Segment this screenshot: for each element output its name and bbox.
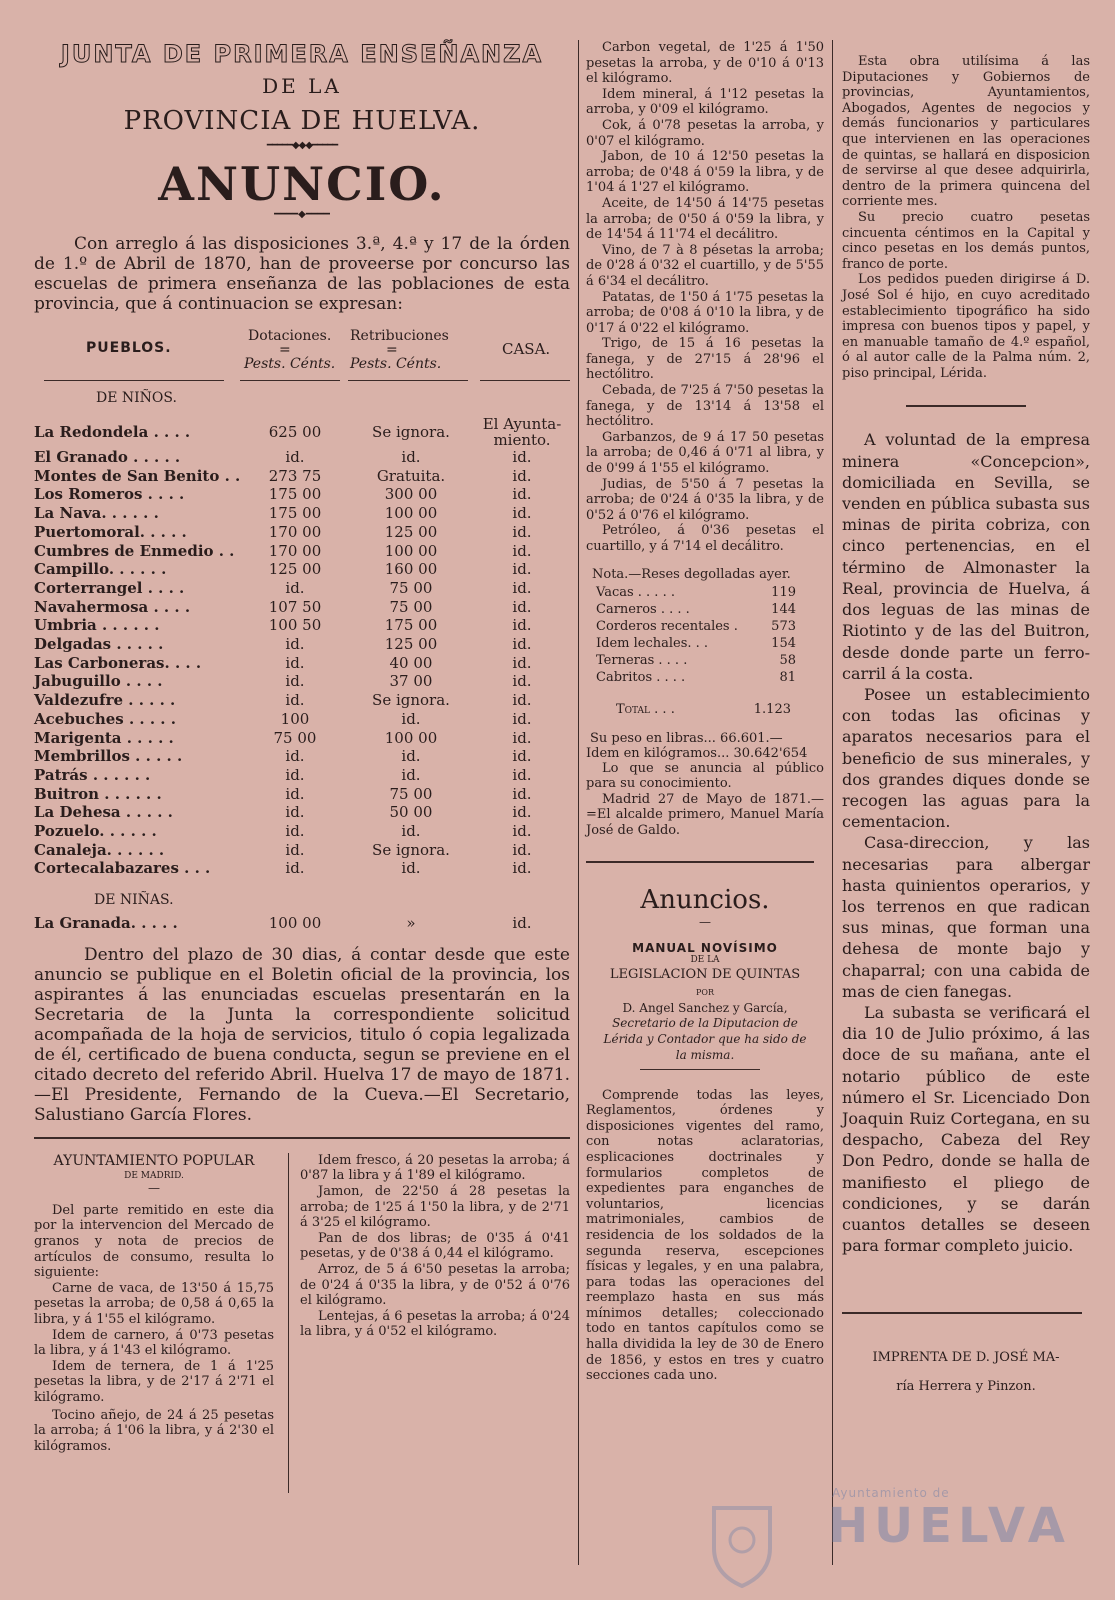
- madrid-section: [34, 1153, 570, 1513]
- table-row: [34, 635, 570, 654]
- pueblo: La Granada. . . . .: [34, 914, 178, 933]
- small-dash: —: [699, 914, 711, 929]
- table-row: [34, 710, 570, 729]
- dotacion: 100 00: [268, 914, 322, 933]
- table-row: [34, 691, 570, 710]
- madrid-right: [300, 1153, 570, 1340]
- table-row: [34, 598, 570, 617]
- book-sub: LEGISLACION DE QUINTAS: [609, 966, 801, 982]
- casa: id.: [512, 822, 532, 841]
- book-desc-4: Los pedidos pueden dirigirse á D. José Sol é hijo, en cuyo acreditado establecimiento tipográfico ha sido impresa con buenos tipos y papel, y en manuable tamaño de 4.º español, ó al autor calle de la Palma núm. 2, piso principal, Lérida.: [842, 272, 1090, 381]
- madrid-p23: Lo que se anuncia al público para su conocimiento.: [586, 760, 824, 792]
- table-row: [34, 747, 570, 766]
- madrid-p4: Idem de ternera, de 1 á 1'25 pesetas la libra, y de 2'17 á 2'71 el kilógramo.: [34, 1358, 274, 1405]
- pueblo: Buitron . . . . . .: [34, 784, 162, 803]
- column-1: [34, 0, 570, 1513]
- casa: id.: [512, 914, 532, 933]
- total-label: Total . . .: [616, 701, 675, 717]
- section-ninos: DE NIÑOS.: [96, 390, 177, 406]
- minas-p4: La subasta se verificará el dia 10 de Julio próximo, á las doce de su mañana, ante el notario público de este número el Sr. Licenciado Don Joaquin Ruiz Cortegana, en su despacho, Cabeza del Rey Don Pedro, donde se halla de manifiesto el pliego de condiciones, y se darán cuantos detalles se deseen para formar completo juicio.: [842, 1002, 1090, 1256]
- retribucion: 37 00: [389, 672, 433, 691]
- dotacion: 625 00: [268, 422, 322, 441]
- madrid-p22: Petróleo, á 0'36 pesetas el cuartillo, y á 7'14 el decálitro.: [586, 523, 824, 554]
- section-ninas: DE NIÑAS.: [94, 892, 174, 909]
- pueblo: La Redondela . . . .: [34, 422, 191, 441]
- dotacion: id.: [285, 635, 305, 654]
- pueblo: Jabuguillo . . . .: [34, 672, 163, 691]
- dotacion: id.: [285, 803, 305, 822]
- retribucion: 100 00: [384, 728, 438, 747]
- book-desc-3: Su precio cuatro pesetas cincuenta céntimos en la Capital y cinco pesetas en los demás puntos, franco de porte.: [842, 209, 1090, 272]
- retribucion: 160 00: [384, 560, 438, 579]
- dotacion: id.: [285, 859, 305, 878]
- madrid-p7: Jamon, de 22'50 á 28 pesetas la arroba; de 1'25 á 1'50 la libra, y de 2'71 á 3'25 el kilógramo.: [300, 1184, 570, 1231]
- casa: id.: [512, 840, 532, 859]
- casa: id.: [512, 859, 532, 878]
- casa: id.: [512, 448, 532, 466]
- pueblo: Los Romeros . . . .: [34, 485, 185, 504]
- pueblo: Campillo. . . . . .: [34, 560, 167, 579]
- pueblo: Las Carboneras. . . .: [34, 653, 202, 672]
- subcolumn-rule: [288, 1153, 289, 1493]
- pueblo: Umbria . . . . . .: [34, 616, 160, 635]
- madrid-p5: Tocino añejo, de 24 á 25 pesetas la arroba; á 1'06 la libra, y á 2'30 el kilógramos.: [34, 1407, 274, 1454]
- res-count: 119: [771, 584, 796, 600]
- madrid-p14: Jabon, de 10 á 12'50 pesetas la arroba; de 0'48 á 0'59 la libra, y de 1'04 á 1'27 el kilógramo.: [586, 149, 824, 196]
- section-rule: [640, 1069, 760, 1070]
- casa: id.: [512, 616, 532, 635]
- table-row: [34, 785, 570, 804]
- casa: id.: [512, 765, 532, 784]
- dotacion: 170 00: [268, 522, 322, 541]
- retribucion: id.: [401, 765, 421, 784]
- eq-sign: =: [386, 342, 398, 358]
- madrid-p11: Carbon vegetal, de 1'25 á 1'50 pesetas la arroba, y de 0'10 á 0'13 el kilógramo.: [586, 40, 824, 87]
- unit-dot: Pests. Cénts.: [244, 356, 336, 372]
- retribucion: Gratuita.: [376, 466, 446, 485]
- minas-p2: Posee un establecimiento con todas las oficinas y aparatos necesarios para el beneficio de sus minerales, y dos grandes diques donde se recogen las aguas para la cementacion.: [842, 684, 1090, 832]
- casa: id.: [512, 597, 532, 616]
- madrid-p8: Pan de dos libras; de 0'35 á 0'41 pesetas, y de 0'38 á 0,44 el kilógramo.: [300, 1230, 570, 1262]
- list-item: [596, 584, 796, 601]
- pueblo: Pozuelo. . . . . .: [34, 822, 157, 841]
- pueblo: Cortecalabazares . . .: [34, 859, 211, 878]
- pueblo: La Nava. . . . . .: [34, 504, 159, 523]
- dotacion: 75 00: [273, 728, 317, 747]
- pueblo: Membrillos . . . . .: [34, 747, 183, 766]
- watermark-small: Ayuntamiento de: [832, 1486, 950, 1500]
- table-row: [34, 654, 570, 673]
- madrid-title: AYUNTAMIENTO POPULAR: [53, 1152, 255, 1169]
- col-dotaciones: Dotaciones.: [248, 328, 332, 344]
- header-line1: JUNTA DE PRIMERA ENSEÑANZA: [60, 40, 544, 68]
- res-count: 58: [779, 652, 796, 668]
- madrid-left: [34, 1153, 274, 1455]
- book-desc: Comprende todas las leyes, Reglamentos, órdenes y disposiciones vigentes del ramo, con notas aclaratorias, esplicaciones doctrinales y formularios completos de expedientes para enganches de voluntarios, licencias matrimoniales, cambios de residencia de los soldados de la segunda reserva, escepciones físicas y legales, y en una palabra, para todas las operaciones del reemplazo hasta en sus más mínimos detalles; coleccionado todo en tantos capítulos como se halla dividida la ley de 30 de Enero de 1856, y estos en tres y cuatro secciones cada uno.: [586, 1087, 824, 1384]
- book-por: POR: [696, 987, 714, 997]
- table-row: [34, 542, 570, 561]
- pueblo: Corterrangel . . . .: [34, 578, 185, 597]
- retribucion: 100 00: [384, 541, 438, 560]
- nota: Nota.—Reses degolladas ayer.: [592, 566, 791, 582]
- pueblo: Navahermosa . . . .: [34, 597, 191, 616]
- casa: id.: [512, 635, 532, 654]
- retribucion: id.: [401, 709, 421, 728]
- table-row: [34, 523, 570, 542]
- table-header-rule: [480, 380, 570, 381]
- ornament-divider: ━━━━◆━━━━: [274, 209, 330, 220]
- madrid-dash: —: [148, 1180, 160, 1195]
- column-rule: [578, 40, 579, 1565]
- minas-p3: Casa-direccion, y las necesarias para albergar hasta quinientos operarios, y los terrenos en que radican sus minas, que forman una dehesa de monte bajo y chaparral; con una cabida de mas de cien fanegas.: [842, 833, 1090, 1001]
- madrid-p10: Lentejas, á 6 pesetas la arroba; á 0'24 la libra, y á 0'52 el kilógramo.: [300, 1308, 570, 1340]
- ornament-divider: ━━━━━◆◆◆━━━━━: [266, 140, 338, 151]
- retribucion: id.: [401, 747, 421, 766]
- column-2: [586, 40, 824, 1384]
- casa: id.: [512, 522, 532, 541]
- list-item: [596, 669, 796, 686]
- retribucion: Se ignora.: [372, 840, 450, 859]
- book-de: DE LA: [690, 954, 720, 965]
- dotacion: 175 00: [268, 485, 322, 504]
- table-row: [34, 560, 570, 579]
- table-header: [34, 328, 570, 384]
- table-row: [34, 616, 570, 635]
- retribucion: 75 00: [389, 597, 433, 616]
- res-name: Carneros . . . .: [596, 601, 690, 617]
- list-item: [596, 652, 796, 669]
- announcement-title: ANUNCIO.: [158, 157, 446, 211]
- watermark-big: HUELVA: [828, 1498, 1071, 1554]
- eq-sign: =: [279, 342, 291, 358]
- section-rule: [842, 1312, 1082, 1314]
- casa: id.: [512, 541, 532, 560]
- column-3: [842, 54, 1090, 1394]
- madrid-p18: Trigo, de 15 á 16 pesetas la fanega, y de 27'15 á 28'96 el hectólitro.: [586, 336, 824, 383]
- total-value: 1.123: [753, 701, 791, 717]
- pueblo: La Dehesa . . . . .: [34, 803, 173, 822]
- pueblo: Cumbres de Enmedio . .: [34, 541, 235, 560]
- dotacion: id.: [285, 448, 305, 466]
- res-count: 573: [771, 618, 796, 634]
- retribucion: Se ignora.: [372, 422, 450, 441]
- col-retribuciones: Retribuciones: [350, 328, 449, 344]
- res-name: Vacas . . . . .: [596, 584, 675, 600]
- imprenta-line2: ría Herrera y Pinzon.: [896, 1379, 1036, 1395]
- column-rule: [832, 40, 833, 1565]
- retribucion: 100 00: [384, 504, 438, 523]
- header-line3: PROVINCIA DE HUELVA.: [123, 106, 481, 136]
- madrid-p6: Idem fresco, á 20 pesetas la arroba; á 0'87 la libra y á 1'89 el kilógramo.: [300, 1152, 570, 1184]
- retribucion: 75 00: [389, 784, 433, 803]
- madrid-p3: Idem de carnero, á 0'73 pesetas la libra, y á 1'43 el kilógramo.: [34, 1327, 274, 1359]
- dotacion: 273 75: [268, 466, 322, 485]
- table-header-rule: [44, 380, 224, 381]
- retribucion: 175 00: [384, 616, 438, 635]
- retribucion: »: [406, 914, 416, 933]
- res-count: 144: [771, 601, 796, 617]
- dotacion: id.: [285, 747, 305, 766]
- casa: id.: [512, 466, 532, 485]
- list-item: [596, 618, 796, 635]
- table-row: [34, 485, 570, 504]
- table-row: [34, 729, 570, 748]
- retribucion: 40 00: [389, 653, 433, 672]
- casa: id.: [512, 578, 532, 597]
- reses-list: [596, 584, 796, 686]
- casa: id.: [512, 485, 532, 504]
- casa: id.: [512, 709, 532, 728]
- section-rule: [586, 861, 814, 863]
- casa: id.: [512, 653, 532, 672]
- madrid-p12: Idem mineral, á 1'12 pesetas la arroba, y 0'09 el kilógramo.: [586, 86, 824, 118]
- table-header-rule: [348, 380, 468, 381]
- dotacion: 175 00: [268, 504, 322, 523]
- dotacion: id.: [285, 765, 305, 784]
- pueblo: Puertomoral. . . . .: [34, 522, 187, 541]
- retribucion: id.: [401, 822, 421, 841]
- minas-p1: A voluntad de la empresa minera «Concepcion», domiciliada en Sevilla, se venden en pública subasta sus minas de pirita cobriza, con cinco pertenencias, en el término de Almonaster la Real, provincia de Huelva, á dos leguas de las minas de Riotinto y de las del Buitron, desde donde parte un ferro-carril á la costa.: [842, 430, 1090, 683]
- section-rule: [34, 1137, 570, 1139]
- retribucion: 125 00: [384, 522, 438, 541]
- pueblo: El Granado . . . . .: [34, 448, 181, 466]
- schools-table: [34, 416, 570, 878]
- retribucion: 300 00: [384, 485, 438, 504]
- col-casa: CASA.: [502, 340, 551, 358]
- casa: id.: [512, 672, 532, 691]
- book-title: MANUAL NOVÍSIMO: [632, 940, 778, 955]
- table-row: [34, 914, 570, 933]
- casa: id.: [512, 691, 532, 710]
- pueblo: Delgadas . . . . .: [34, 635, 164, 654]
- madrid-p17: Patatas, de 1'50 á 1'75 pesetas la arroba; de 0'08 á 0'10 la libra, y de 0'17 á 0'22 el kilógramo.: [586, 289, 824, 336]
- closing-paragraph: Dentro del plazo de 30 dias, á contar desde que este anuncio se publique en el Boletin oficial de la provincia, los aspirantes á las enunciadas escuelas presentarán en la Secretaria de la Junta la correspondiente solicitud acompañada de la hoja de servicios, titulo ó copia legalizada de él, certificado de buena conducta, segun se previene en el citado decreto del referido Abril. Huelva 17 de mayo de 1871.—El Presidente, Fernando de la Cueva.—El Secretario, Salustiano García Flores.: [34, 944, 570, 1125]
- ninas-table: [34, 914, 570, 933]
- unit-ret: Pests. Cénts.: [350, 356, 442, 372]
- table-row: [34, 504, 570, 523]
- table-row: [34, 859, 570, 878]
- dotacion: id.: [285, 840, 305, 859]
- section-rule: [906, 405, 1026, 407]
- madrid-p13: Cok, á 0'78 pesetas la arroba, y 0'07 el kilógramo.: [586, 117, 824, 149]
- pueblo: Montes de San Benito . .: [34, 466, 241, 485]
- dotacion: id.: [285, 784, 305, 803]
- madrid-p24: Madrid 27 de Mayo de 1871.—=El alcalde primero, Manuel María José de Galdo.: [586, 791, 824, 838]
- retribucion: 125 00: [384, 635, 438, 654]
- madrid-p20: Garbanzos, de 9 á 17 50 pesetas la arroba; de 0,46 á 0'71 al libra, y de 0'99 á 1'55 el kilógramo.: [586, 429, 824, 477]
- list-item: [596, 601, 796, 618]
- retribucion: id.: [401, 859, 421, 878]
- res-count: 154: [771, 635, 796, 651]
- book-author-role: Secretario de la Diputacion de Lérida y Contador que ha sido de la misma.: [603, 1015, 807, 1062]
- dotacion: id.: [285, 653, 305, 672]
- pueblo: Canaleja. . . . . .: [34, 840, 165, 859]
- table-row: [34, 416, 570, 448]
- table-row: [34, 766, 570, 785]
- anuncios-title: Anuncios.: [640, 884, 770, 915]
- peso-kilogramos: Idem en kilógramos... 30.642'654: [586, 745, 808, 761]
- pueblo: Valdezufre . . . . .: [34, 691, 176, 710]
- madrid-p1: Del parte remitido en este dia por la intervencion del Mercado de granos y nota de precios de artículos de consumo, resulta lo siguiente:: [34, 1202, 274, 1281]
- res-count: 81: [779, 669, 796, 685]
- dotacion: id.: [285, 578, 305, 597]
- dotacion: 170 00: [268, 541, 322, 560]
- madrid-p21: Judias, de 5'50 á 7 pesetas la arroba; de 0'24 á 0'35 la libra, y de 0'52 á 0'76 el kilógramo.: [586, 476, 824, 523]
- dotacion: id.: [285, 822, 305, 841]
- table-row: [34, 448, 570, 467]
- dotacion: 125 00: [268, 560, 322, 579]
- madrid-p19: Cebada, de 7'25 á 7'50 pesetas la fanega, y de 13'14 á 13'58 el hectólitro.: [586, 383, 824, 430]
- res-name: Cabritos . . . .: [596, 669, 686, 685]
- retribucion: Se ignora.: [372, 691, 450, 710]
- pueblo: Acebuches . . . . .: [34, 709, 176, 728]
- table-row: [34, 822, 570, 841]
- dotacion: 100: [280, 709, 310, 728]
- peso-libras: Su peso en libras... 66.601.—: [590, 730, 783, 746]
- retribucion: 75 00: [389, 578, 433, 597]
- dotacion: id.: [285, 691, 305, 710]
- table-row: [34, 841, 570, 860]
- header-line2: DE LA: [262, 74, 342, 98]
- madrid-p16: Vino, de 7 à 8 pésetas la arroba; de 0'28 á 0'32 el cuartillo, y de 5'55 á 6'34 el decálitro.: [586, 242, 824, 289]
- res-name: Corderos recentales .: [596, 618, 738, 634]
- total-line: [616, 702, 791, 717]
- casa: id.: [512, 784, 532, 803]
- retribucion: 50 00: [389, 803, 433, 822]
- res-name: Idem lechales. . .: [596, 635, 709, 651]
- book-author: D. Angel Sanchez y García,: [622, 1000, 788, 1015]
- list-item: [596, 635, 796, 652]
- table-row: [34, 579, 570, 598]
- madrid-p9: Arroz, de 5 á 6'50 pesetas la arroba; de 0'24 á 0'35 la libra, y de 0'52 á 0'76 el kilógramo.: [300, 1262, 570, 1309]
- casa: id.: [512, 728, 532, 747]
- casa: id.: [512, 560, 532, 579]
- book-desc-2: Esta obra utilísima á las Diputaciones y Gobiernos de provincias, Ayuntamientos, Abogados, Agentes de negocios y demás funcionarios y particulares que intervienen en las operaciones de quintas, se hallará en disposicion de servirse al que desee adquirirla, dentro de la primera quincena del corriente mes.: [842, 54, 1090, 210]
- table-row: [34, 672, 570, 691]
- casa: id.: [512, 747, 532, 766]
- dotacion: 107 50: [268, 597, 322, 616]
- imprenta-line1: IMPRENTA DE D. JOSÉ MA-: [872, 1350, 1060, 1366]
- pueblo: Marigenta . . . . .: [34, 728, 174, 747]
- table-row: [34, 467, 570, 486]
- dotacion: 100 50: [268, 616, 322, 635]
- madrid-p15: Aceite, de 14'50 á 14'75 pesetas la arroba; de 0'50 á 0'59 la libra, y de 14'54 á 11'74 el decálitro.: [586, 195, 824, 243]
- madrid-p2: Carne de vaca, de 13'50 á 15,75 pesetas la arroba; de 0,58 á 0,65 la libra, y á 1'55 el kilógramo.: [34, 1280, 274, 1328]
- casa: id.: [512, 504, 532, 523]
- table-row: [34, 803, 570, 822]
- casa: id.: [512, 803, 532, 822]
- res-name: Terneras . . . .: [596, 652, 688, 668]
- pueblo: Patrás . . . . . .: [34, 765, 151, 784]
- table-header-rule: [240, 380, 340, 381]
- col-pueblos: PUEBLOS.: [86, 340, 172, 356]
- madrid-subtitle: DE MADRID.: [124, 1170, 184, 1181]
- dotacion: id.: [285, 672, 305, 691]
- casa: El Ayunta- miento.: [482, 415, 562, 449]
- intro-paragraph: Con arreglo á las disposiciones 3.ª, 4.ª y 17 de la órden de 1.º de Abril de 1870, han de proveerse por concurso las escuelas de primera enseñanza de las poblaciones de esta provincia, que á continuacion se expresan:: [34, 234, 570, 314]
- retribucion: id.: [401, 448, 421, 466]
